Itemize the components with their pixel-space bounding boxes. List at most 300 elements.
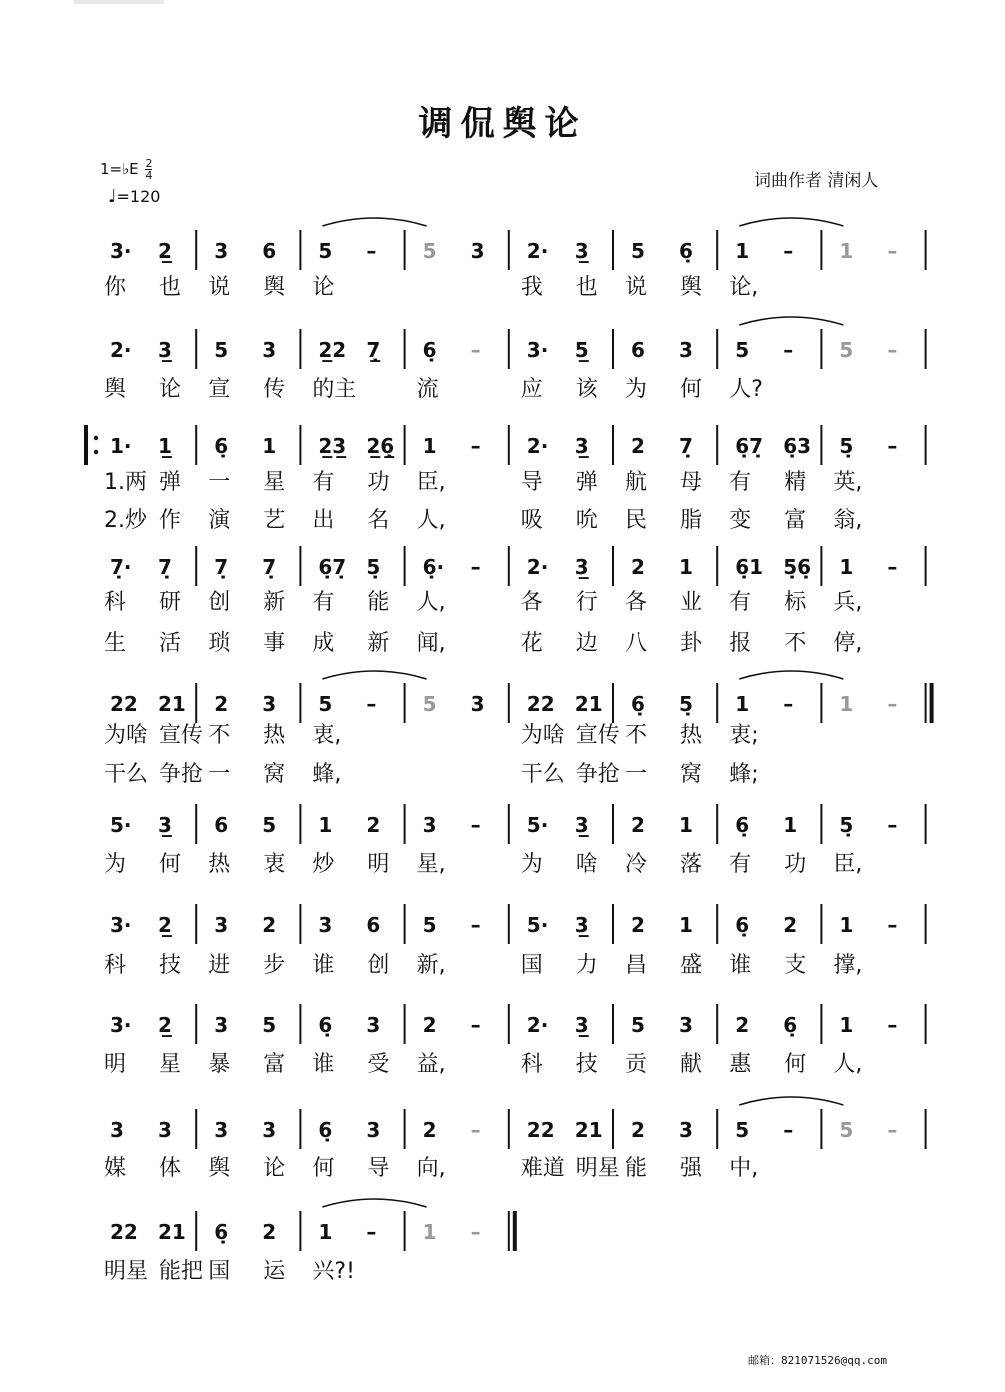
lyric-syllable: 人, (416, 508, 446, 533)
lyric-syllable: 一 (625, 762, 648, 787)
note: 2 (631, 813, 645, 837)
lyric-syllable: 2.炒 (104, 508, 147, 533)
note: 5̲ (574, 338, 589, 362)
note: – (887, 555, 898, 579)
note: 5· (526, 813, 549, 837)
lyric-syllable: 进 (208, 953, 231, 978)
tie-arc (739, 317, 843, 325)
note: 1 (318, 1220, 333, 1244)
lyric-syllable: 落 (680, 852, 703, 877)
lyric-syllable: 干么 (520, 762, 565, 787)
lyric-syllable: 航 (625, 470, 648, 495)
note: 7̣̲ (366, 338, 381, 362)
note: 2 (422, 1118, 437, 1142)
note: 2 (422, 1013, 437, 1037)
lyric-syllable: 不 (208, 723, 231, 748)
repeat-dot (94, 450, 98, 454)
tie-arc (739, 671, 843, 679)
lyric-syllable: 名 (367, 508, 390, 533)
note: – (470, 555, 481, 579)
lyric-syllable: 谁 (729, 953, 752, 978)
note: – (887, 692, 898, 716)
lyric-syllable: 你 (104, 275, 127, 300)
lyric-syllable: 行 (575, 590, 598, 615)
note: 1 (839, 913, 854, 937)
note: 1̲ (158, 434, 172, 458)
lyric-syllable: 边 (575, 631, 598, 656)
lyric-syllable: 为啥 (520, 723, 565, 748)
lyric-syllable: 难道 (520, 1156, 565, 1181)
lyric-syllable: 民 (625, 508, 648, 533)
lyric-syllable: 精 (784, 470, 807, 495)
lyric-syllable: 导 (520, 470, 543, 495)
note: 2· (110, 338, 132, 362)
lyric-syllable: 作 (159, 508, 182, 533)
note: – (366, 692, 377, 716)
note: 3 (679, 338, 693, 362)
lyric-syllable: 事 (263, 631, 286, 656)
note: 3̲ (158, 338, 172, 362)
note: 3 (470, 239, 485, 263)
note: 1 (735, 692, 750, 716)
note: 3· (526, 338, 549, 362)
lyric-syllable: 运 (263, 1259, 286, 1284)
note: 22 (110, 1220, 138, 1244)
lyric-syllable: 活 (159, 631, 182, 656)
note: 5· (110, 813, 132, 837)
lyric-syllable: 体 (159, 1156, 182, 1181)
note: 7̣ (158, 555, 172, 579)
note: – (470, 338, 481, 362)
tie-arc (739, 218, 843, 226)
lyric-syllable: 为 (625, 377, 648, 402)
lyric-syllable: 出 (312, 508, 335, 533)
lyric-syllable: 明 (104, 1052, 127, 1077)
lyric-syllable: 为 (104, 852, 127, 877)
note: – (783, 1118, 794, 1142)
lyric-syllable: 益, (416, 1052, 446, 1077)
note: 5· (526, 913, 549, 937)
lyric-syllable: 舆 (208, 1156, 231, 1181)
lyric-syllable: 有 (312, 470, 335, 495)
note: 1 (679, 813, 693, 837)
note: – (470, 1013, 481, 1037)
note: 3 (422, 813, 437, 837)
note: 3 (470, 692, 485, 716)
lyric-syllable: 技 (159, 953, 182, 978)
note: 3· (110, 1013, 132, 1037)
note: 2̲ (158, 239, 172, 263)
lyric-syllable: 舆 (104, 377, 127, 402)
lyric-syllable: 向, (416, 1156, 446, 1181)
lyric-syllable: 热 (263, 723, 286, 748)
note: 3 (214, 1118, 229, 1142)
tie-arc (322, 671, 426, 679)
lyric-syllable: 说 (625, 275, 648, 300)
lyric-syllable: 啥 (575, 852, 598, 877)
author-credit: 词曲作者 清闲人 (754, 171, 879, 191)
note: 5 (318, 692, 333, 716)
note: 2 (631, 434, 645, 458)
lyric-syllable: 谁 (312, 1052, 335, 1077)
lyric-syllable: 说 (208, 275, 231, 300)
lyric-syllable: 支 (784, 953, 807, 978)
lyric-syllable: 卦 (680, 631, 703, 656)
note: 2̲3̲ (318, 434, 347, 458)
time-signature-bottom: 4 (145, 169, 153, 182)
lyric-syllable: 花 (520, 631, 543, 656)
lyric-syllable: 中, (729, 1156, 759, 1181)
tie-arc (322, 218, 426, 226)
note: 5 (422, 913, 437, 937)
note: – (887, 1118, 898, 1142)
lyric-syllable: 也 (159, 275, 182, 300)
lyric-syllable: 为 (520, 852, 543, 877)
note: 3 (262, 338, 277, 362)
note: 3̲ (574, 913, 589, 937)
lyric-syllable: 有 (312, 590, 335, 615)
note: 3 (214, 1013, 229, 1037)
lyric-syllable: 闻, (416, 631, 446, 656)
note: 6̣ (783, 1013, 798, 1037)
note: – (366, 1220, 377, 1244)
lyric-syllable: 受 (367, 1052, 390, 1077)
note: 3̲ (158, 813, 172, 837)
note: 5 (631, 239, 645, 263)
lyric-syllable: 吸 (520, 508, 543, 533)
note: 2· (526, 1013, 549, 1037)
lyric-syllable: 舆 (680, 275, 703, 300)
note: 7̣· (110, 555, 132, 579)
note: 1 (679, 913, 693, 937)
lyric-syllable: 母 (680, 470, 703, 495)
note: 1 (422, 1220, 437, 1244)
lyric-syllable: 明星 (104, 1259, 149, 1284)
note: – (470, 434, 481, 458)
lyric-syllable: 富 (263, 1052, 286, 1077)
lyric-syllable: 为啥 (104, 723, 149, 748)
lyric-syllable: 兵, (833, 590, 863, 615)
note: 1 (318, 813, 333, 837)
note: 1· (110, 434, 132, 458)
lyric-syllable: 窝 (263, 762, 286, 787)
note: 6̣ (679, 239, 693, 263)
lyric-syllable: 功 (784, 852, 807, 877)
lyric-syllable: 人? (729, 377, 763, 402)
note: 3 (158, 1118, 172, 1142)
lyric-syllable: 的主 (312, 377, 357, 402)
lyric-syllable: 不 (625, 723, 648, 748)
note: 5̣ (679, 692, 693, 716)
lyric-syllable: 人, (416, 590, 446, 615)
note: 2· (526, 555, 549, 579)
lyric-syllable: 星 (263, 470, 286, 495)
lyric-syllable: 不 (784, 631, 807, 656)
lyric-syllable: 报 (729, 631, 752, 656)
lyric-syllable: 有 (729, 470, 752, 495)
note: 5̣ (366, 555, 381, 579)
lyric-syllable: 步 (263, 953, 286, 978)
note: 22 (526, 692, 555, 716)
lyric-syllable: 宣传 (575, 723, 620, 748)
lyric-syllable: 舆 (263, 275, 286, 300)
lyric-syllable: 冷 (625, 852, 648, 877)
lyric-syllable: 科 (104, 953, 127, 978)
lyric-syllable: 盛 (680, 953, 703, 978)
lyric-syllable: 一 (208, 762, 231, 787)
lyric-syllable: 八 (625, 631, 648, 656)
note: 1 (735, 239, 750, 263)
lyric-syllable: 应 (520, 377, 543, 402)
note: 6̣7̣ (318, 555, 347, 579)
note: 5 (318, 239, 333, 263)
lyric-syllable: 贡 (625, 1052, 648, 1077)
note: 3̲ (574, 813, 589, 837)
lyric-syllable: 宣传 (159, 723, 204, 748)
lyric-syllable: 撑, (833, 953, 863, 978)
lyric-syllable: 研 (159, 590, 182, 615)
note: – (887, 434, 898, 458)
note: 2 (366, 813, 381, 837)
lyric-syllable: 各 (520, 590, 543, 615)
note: 3 (110, 1118, 124, 1142)
lyric-syllable: 国 (520, 953, 543, 978)
lyric-syllable: 何 (159, 852, 182, 877)
note: 6 (262, 239, 277, 263)
lyric-syllable: 弹 (575, 470, 598, 495)
lyric-syllable: 技 (575, 1052, 598, 1077)
note: 2 (735, 1013, 750, 1037)
note: 3 (679, 1118, 693, 1142)
note: 5 (422, 692, 437, 716)
note: 21 (158, 1220, 186, 1244)
note: 5 (735, 338, 750, 362)
note: 6̣ (318, 1013, 333, 1037)
note: 5 (262, 1013, 277, 1037)
lyric-syllable: 1.两 (104, 470, 147, 495)
note: 3 (366, 1118, 381, 1142)
note: 3 (679, 1013, 693, 1037)
lyric-syllable: 业 (680, 590, 703, 615)
lyric-syllable: 献 (680, 1052, 703, 1077)
lyric-syllable: 新 (367, 631, 390, 656)
lyric-syllable: 流 (416, 377, 439, 402)
note: 2 (262, 1220, 277, 1244)
lyric-syllable: 功 (367, 470, 390, 495)
note: 3 (214, 913, 229, 937)
lyric-syllable: 何 (784, 1052, 807, 1077)
lyric-syllable: 科 (104, 590, 127, 615)
note: 3 (262, 692, 277, 716)
note: 5 (735, 1118, 750, 1142)
note: 2 (783, 913, 798, 937)
lyric-syllable: 争抢 (159, 762, 204, 787)
lyric-syllable: 脂 (680, 508, 703, 533)
note: 2 (214, 692, 229, 716)
note: 2 (631, 555, 645, 579)
lyric-syllable: 富 (784, 508, 807, 533)
lyric-syllable: 我 (520, 275, 543, 300)
lyric-syllable: 星 (159, 1052, 182, 1077)
lyric-syllable: 各 (625, 590, 648, 615)
lyric-syllable: 弹 (159, 470, 182, 495)
note: 2 (262, 913, 277, 937)
lyric-syllable: 该 (575, 377, 598, 402)
lyric-syllable: 新 (263, 590, 286, 615)
lyric-syllable: 科 (520, 1052, 543, 1077)
lyric-syllable: 能 (367, 590, 390, 615)
note: 6 (366, 913, 381, 937)
tempo-value: =120 (116, 187, 161, 206)
quarter-note-icon: ♩ (108, 186, 117, 207)
note: 2̲ (158, 913, 172, 937)
lyric-syllable: 明 (367, 852, 390, 877)
note: – (887, 239, 898, 263)
note: 3 (214, 239, 229, 263)
note: 6̣ (214, 1220, 229, 1244)
note: 6̣7̣ (735, 434, 764, 458)
note: 5 (214, 338, 229, 362)
note: – (366, 239, 377, 263)
note: – (887, 913, 898, 937)
lyric-syllable: 蜂; (729, 762, 759, 787)
note: 2̲6̣̲ (366, 434, 395, 458)
lyric-syllable: 标 (784, 590, 807, 615)
lyric-syllable: 窝 (680, 762, 703, 787)
lyric-syllable: 论 (159, 377, 182, 402)
lyric-syllable: 热 (680, 723, 703, 748)
song-title: 调侃舆论 (418, 104, 587, 144)
email-footer: 邮箱：821071526@qq.com (748, 1354, 887, 1367)
note: 2̲ (158, 1013, 172, 1037)
note: 1 (679, 555, 693, 579)
lyric-syllable: 炒 (312, 852, 335, 877)
note: 6̣ (318, 1118, 333, 1142)
lyric-syllable: 艺 (263, 508, 286, 533)
lyric-syllable: 创 (367, 953, 390, 978)
note: 3̲ (574, 239, 589, 263)
lyric-syllable: 惠 (729, 1052, 752, 1077)
lyric-syllable: 暴 (208, 1052, 231, 1077)
lyric-syllable: 论 (263, 1156, 286, 1181)
lyric-syllable: 传 (263, 377, 286, 402)
lyric-syllable: 停, (833, 631, 863, 656)
note: 3 (318, 913, 333, 937)
note: 3̲ (574, 434, 589, 458)
note: 3̲ (574, 1013, 589, 1037)
note: 5̣6̣ (783, 555, 812, 579)
note: 7̣ (679, 434, 693, 458)
repeat-dot (94, 436, 98, 440)
lyric-syllable: 昌 (625, 953, 648, 978)
note: 2· (526, 434, 549, 458)
lyric-syllable: 干么 (104, 762, 149, 787)
note: 22 (110, 692, 138, 716)
note: 3 (366, 1013, 381, 1037)
note: 6 (214, 813, 229, 837)
note: 5 (422, 239, 437, 263)
lyric-syllable: 吮 (575, 508, 598, 533)
lyric-syllable: 创 (208, 590, 231, 615)
note: 6̣ (214, 434, 229, 458)
lyric-syllable: 国 (208, 1259, 231, 1284)
note: 6̣ (735, 813, 750, 837)
note: 1 (422, 434, 437, 458)
lyric-syllable: 强 (680, 1156, 703, 1181)
lyric-syllable: 臣, (833, 852, 863, 877)
note: 1 (783, 813, 798, 837)
tie-arc (322, 1199, 426, 1207)
note: 5 (631, 1013, 645, 1037)
note: 1 (262, 434, 277, 458)
note: – (470, 1118, 481, 1142)
lyric-syllable: 明星 (575, 1156, 620, 1181)
note: 2 (631, 913, 645, 937)
note: 6̣· (422, 555, 445, 579)
note: – (470, 913, 481, 937)
note: 3 (262, 1118, 277, 1142)
note: 6 (631, 338, 645, 362)
note: 6̣1 (735, 555, 764, 579)
lyric-syllable: 成 (312, 631, 335, 656)
note: 5 (262, 813, 277, 837)
lyric-syllable: 变 (729, 508, 752, 533)
lyric-syllable: 英, (833, 470, 863, 495)
note: 21 (158, 692, 186, 716)
lyric-syllable: 能把 (159, 1259, 204, 1284)
note: 6̣ (422, 338, 437, 362)
note: 1 (839, 555, 854, 579)
note: 5̣ (839, 813, 854, 837)
lyric-syllable: 衷, (312, 723, 342, 748)
note: – (470, 1220, 481, 1244)
key-signature-text: 1=♭E (100, 160, 139, 178)
note: – (887, 1013, 898, 1037)
note: 3̲ (574, 555, 589, 579)
lyric-syllable: 翁, (833, 508, 863, 533)
tie-arc (739, 1097, 843, 1105)
note: 1 (839, 692, 854, 716)
lyric-syllable: 演 (208, 508, 231, 533)
lyric-syllable: 热 (208, 852, 231, 877)
note: – (783, 692, 794, 716)
lyric-syllable: 媒 (104, 1156, 127, 1181)
note: 21 (574, 692, 603, 716)
note: 1 (839, 1013, 854, 1037)
lyric-syllable: 何 (680, 377, 703, 402)
lyric-syllable: 能 (625, 1156, 648, 1181)
note: – (887, 338, 898, 362)
lyric-syllable: 琐 (208, 631, 231, 656)
lyric-syllable: 力 (575, 953, 598, 978)
note: 5̣ (839, 434, 854, 458)
note: 1 (839, 239, 854, 263)
lyric-syllable: 生 (104, 631, 127, 656)
note: 7̣ (214, 555, 229, 579)
note: – (783, 239, 794, 263)
note: 2̲2 (318, 338, 347, 362)
lyric-syllable: 有 (729, 852, 752, 877)
note: – (887, 813, 898, 837)
lyric-syllable: 臣, (416, 470, 446, 495)
lyric-syllable: 论, (729, 275, 759, 300)
lyric-syllable: 一 (208, 470, 231, 495)
note: – (783, 338, 794, 362)
note: 7̣ (262, 555, 277, 579)
lyric-syllable: 衷 (263, 852, 286, 877)
note: 3· (110, 239, 132, 263)
note: 2· (526, 239, 549, 263)
